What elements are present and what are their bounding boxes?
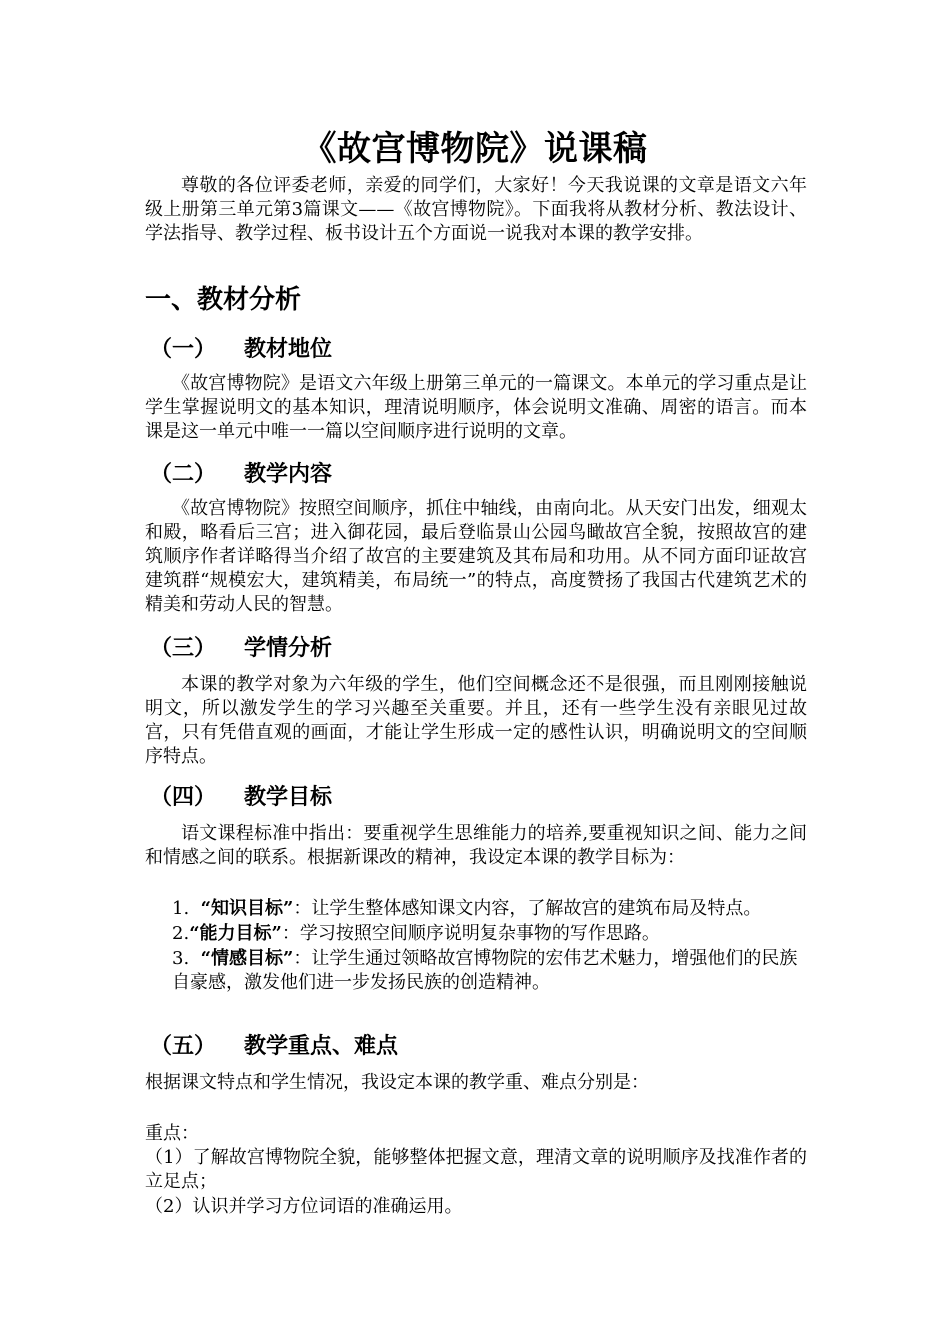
- goal-number: 3.: [172, 948, 190, 969]
- subsection-heading-teaching-goals: [150, 783, 332, 813]
- goal-number: 2.: [172, 923, 190, 944]
- subsection-label: 教学重点、难点: [244, 1034, 399, 1059]
- subsection-number: （三）: [150, 636, 217, 661]
- subsection-label: 学情分析: [244, 636, 333, 661]
- goal-text: ：让学生整体感知课文内容，了解故宫的建筑布局及特点。: [293, 898, 762, 919]
- subsection-heading-learner-analysis: [150, 634, 332, 664]
- key-points-label: 重点：: [145, 1123, 199, 1144]
- goal-number: 1.: [172, 898, 190, 919]
- document-title: 《故宫博物院》说课稿: [302, 129, 648, 169]
- subsection-label: 教材地位: [244, 337, 333, 362]
- subsection-label: 教学内容: [244, 462, 333, 487]
- goal-item-knowledge: [172, 897, 807, 921]
- goal-label: “情感目标”: [200, 948, 294, 969]
- subsection-number: （五）: [150, 1034, 217, 1059]
- goal-item-emotion: [172, 947, 807, 995]
- goal-label: “知识目标”: [200, 898, 294, 919]
- key-points-intro: 根据课文特点和学生情况，我设定本课的教学重、难点分别是：: [145, 1072, 649, 1093]
- subsection-number: （一）: [150, 337, 217, 362]
- subsection-heading-material-position: [150, 335, 332, 365]
- subsection-heading-key-difficult-points: [150, 1032, 398, 1062]
- goal-item-ability: [172, 922, 807, 946]
- teaching-goals-paragraph: 语文课程标准中指出：要重视学生思维能力的培养,要重视知识之间、能力之间和情感之间的联系。根据新课改的精神，我设定本课的教学目标为：: [145, 823, 807, 868]
- key-point-2: （2）认识并学习方位词语的准确运用。: [145, 1196, 463, 1217]
- learner-analysis-paragraph: 本课的教学对象为六年级的学生，他们空间概念还不是很强，而且刚刚接触说明文，所以激发学生的学习兴趣至关重要。并且，还有一些学生没有亲眼见过故宫，只有凭借直观的画面，才能让学生形成一定的感性认识，明确说明文的空间顺序特点。: [145, 674, 807, 767]
- subsection-heading-teaching-content: [150, 460, 332, 490]
- intro-paragraph: 尊敬的各位评委老师，亲爱的同学们，大家好！今天我说课的文章是语文六年级上册第三单元第3篇课文——《故宫博物院》。下面我将从教材分析、教法设计、学法指导、教学过程、板书设计五个方面说一说我对本课的教学安排。: [145, 175, 807, 244]
- subsection-label: 教学目标: [244, 785, 333, 810]
- key-point-1: （1）了解故宫博物院全貌，能够整体把握文意，理清文章的说明顺序及找准作者的立足点；: [145, 1147, 807, 1192]
- goal-text: ：让学生通过领略故宫博物院的宏伟艺术魅力，增强他们的民族自豪感，激发他们进一步发扬民族的创造精神。: [172, 948, 798, 993]
- subsection-number: （四）: [150, 785, 217, 810]
- teaching-content-paragraph: 《故宫博物院》按照空间顺序，抓住中轴线，由南向北。从天安门出发，细观太和殿，略看后三宫；进入御花园，最后登临景山公园鸟瞰故宫全貌，按照故宫的建筑顺序作者详略得当介绍了故宫的主要建筑及其布局和功用。从不同方面印证故宫建筑群“规模宏大，建筑精美，布局统一”的特点，高度赞扬了我国古代建筑艺术的精美和劳动人民的智慧。: [145, 498, 807, 615]
- subsection-number: （二）: [150, 462, 217, 487]
- material-position-paragraph: 《故宫博物院》是语文六年级上册第三单元的一篇课文。本单元的学习重点是让学生掌握说明文的基本知识，理清说明顺序，体会说明文准确、周密的语言。而本课是这一单元中唯一一篇以空间顺序进行说明的文章。: [145, 373, 807, 442]
- goal-label: “能力目标”: [189, 923, 282, 944]
- section-heading-teaching-material-analysis: 一、教材分析: [145, 285, 302, 315]
- goal-text: ：学习按照空间顺序说明复杂事物的写作思路。: [281, 923, 660, 944]
